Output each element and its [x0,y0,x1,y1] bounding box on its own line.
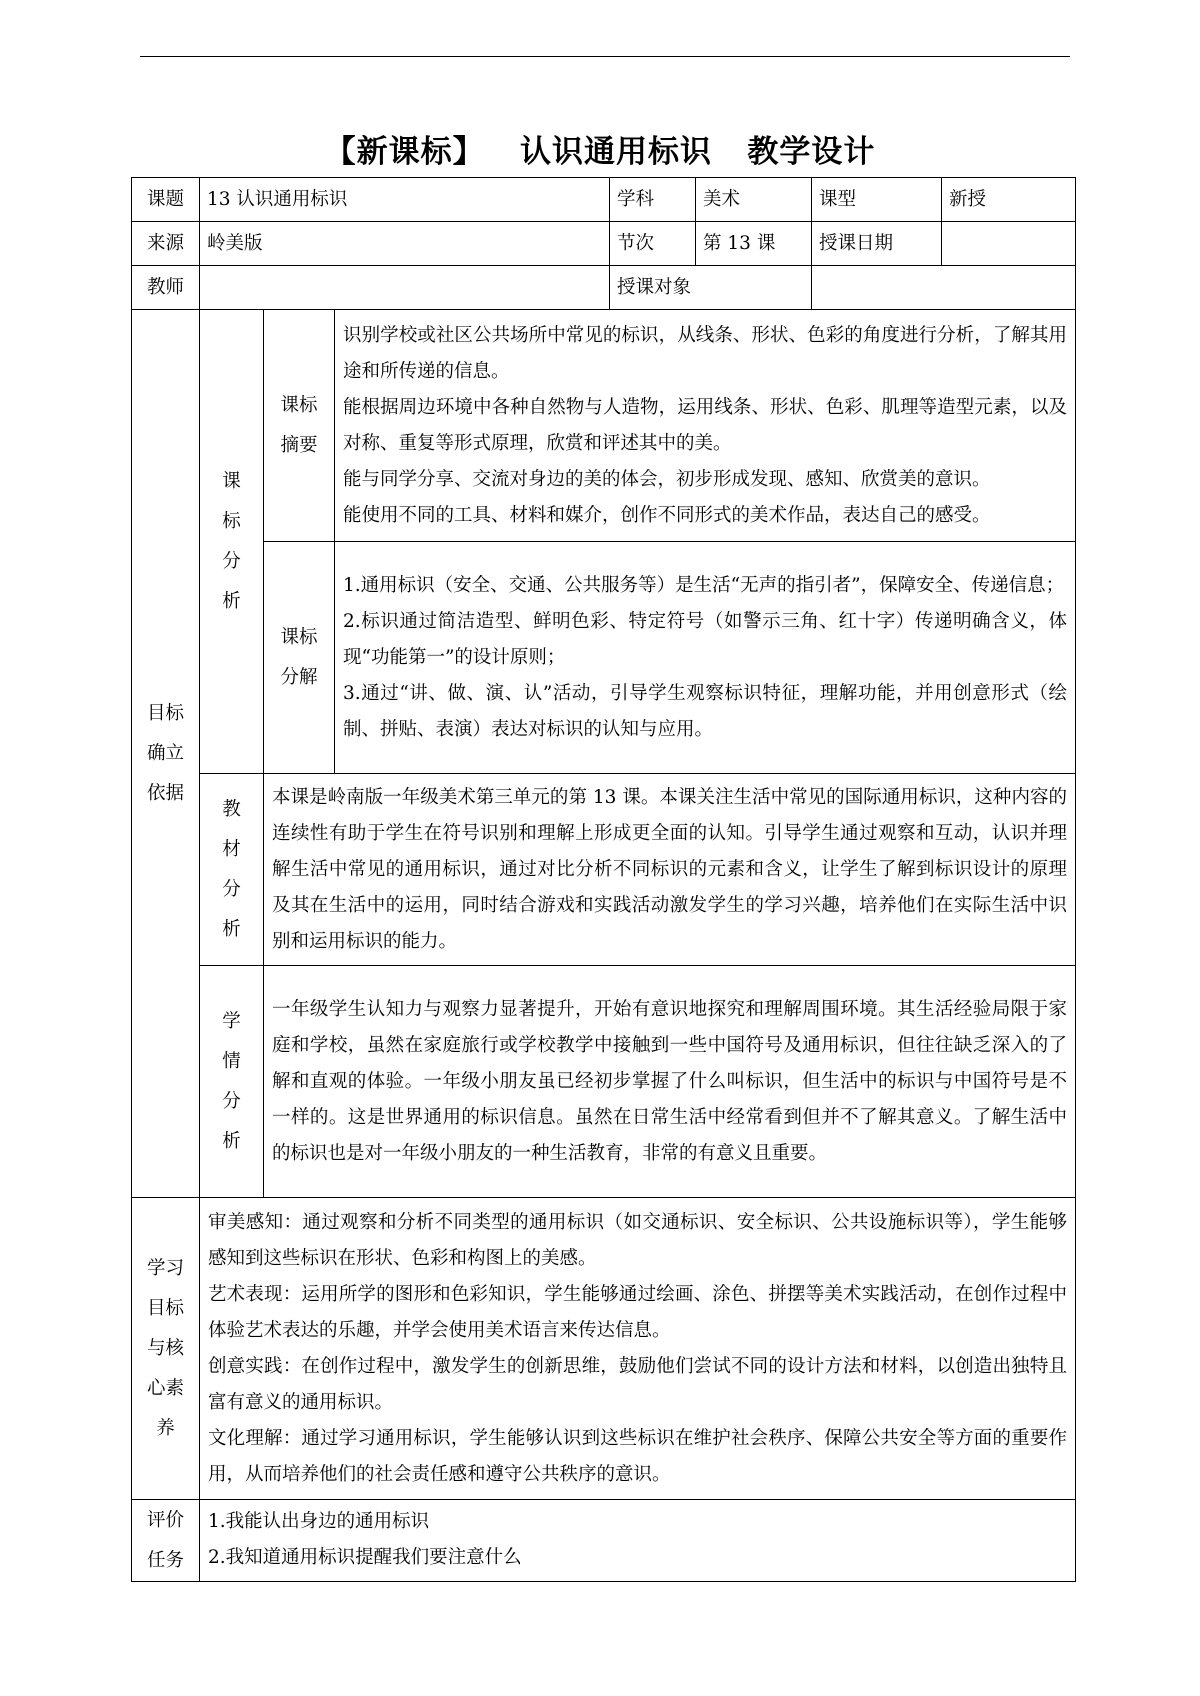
table-row [132,266,1076,310]
keti-value: 13 认识通用标识 [200,178,610,222]
jiaocai-analysis-label: 教 材 分 析 [200,774,264,966]
jiaoshi-label: 教师 [132,266,200,310]
laiyuan-label: 来源 [132,222,200,266]
kexing-label: 课型 [812,178,942,222]
table-row [132,178,1076,222]
table-row [132,222,1076,266]
kebiao-analysis-label: 课 标 分 析 [200,310,264,774]
kexing-value: 新授 [942,178,1076,222]
table-row [132,1198,1076,1500]
xueke-value: 美术 [696,178,812,222]
table-row [132,774,1076,966]
eval-section-label: 评价 任务 [132,1500,200,1582]
laiyuan-value: 岭美版 [200,222,610,266]
xueqing-analysis-label: 学 情 分 析 [200,966,264,1198]
jiaocai-analysis-content: 本课是岭南版一年级美术第三单元的第 13 课。本课关注生活中常见的国际通用标识，这种内容的连续性有助于学生在符号识别和理解上形成更全面的认知。引导学生通过观察和互动，认识并理解生活中常见的通用标识，通过对比分析不同标识的元素和含义，让学生了解到标识设计的原理及其在生活中的运用，同时结合游戏和实践活动激发学生的学习兴趣，培养他们在实际生活中识别和运用标识的能力。 [264,774,1076,966]
jiaoshi-value [200,266,610,310]
duixiang-label: 授课对象 [610,266,812,310]
xueqing-analysis-content: 一年级学生认知力与观察力显著提升，开始有意识地探究和理解周围环境。其生活经验局限于家庭和学校，虽然在家庭旅行或学校教学中接触到一些中国符号及通用标识，但往往缺乏深入的了解和直观的体验。一年级小朋友虽已经初步掌握了什么叫标识，但生活中的标识与中国符号是不一样的。这是世界通用的标识信息。虽然在日常生活中经常看到但并不了解其意义。了解生活中的标识也是对一年级小朋友的一种生活教育，非常的有意义且重要。 [264,966,1076,1198]
table-row [132,1500,1076,1582]
table-row [132,966,1076,1198]
riqi-label: 授课日期 [812,222,942,266]
page-title: 【新课标】 认识通用标识 教学设计 [324,134,876,170]
kebiao-summary-content: 识别学校或社区公共场所中常见的标识，从线条、形状、色彩的角度进行分析，了解其用途和所传递的信息。 能根据周边环境中各种自然物与人造物，运用线条、形状、色彩、肌理等造型元素，以及对称、重复等形式原理，欣赏和评述其中的美。 能与同学分享、交流对身边的美的体会，初步形成发现、感知、欣赏美的意识。 能使用不同的工具、材料和媒介，创作不同形式的美术作品，表达自己的感受。 [335,310,1076,542]
table-row [132,310,1076,542]
duixiang-value [812,266,1076,310]
riqi-value [942,222,1076,266]
keti-label: 课题 [132,178,200,222]
objectives-section-label: 学习 目标 与核 心素 养 [132,1198,200,1500]
kebiao-breakdown-label: 课标 分解 [264,542,335,774]
xueke-label: 学科 [610,178,696,222]
jieci-label: 节次 [610,222,696,266]
lesson-plan-table [131,177,1076,1582]
eval-content: 1.我能认出身边的通用标识 2.我知道通用标识提醒我们要注意什么 [200,1500,1076,1582]
table-row [132,542,1076,774]
objectives-content: 审美感知：通过观察和分析不同类型的通用标识（如交通标识、安全标识、公共设施标识等），学生能够感知到这些标识在形状、色彩和构图上的美感。 艺术表现：运用所学的图形和色彩知识，学生能够通过绘画、涂色、拼摆等美术实践活动，在创作过程中体验艺术表达的乐趣，并学会使用美术语言来传达信息。 创意实践：在创作过程中，激发学生的创新思维，鼓励他们尝试不同的设计方法和材料，以创造出独特且富有意义的通用标识。 文化理解：通过学习通用标识，学生能够认识到这些标识在维护社会秩序、保障公共安全等方面的重要作用，从而培养他们的社会责任感和遵守公共秩序的意识。 [200,1198,1076,1500]
jieci-value: 第 13 课 [696,222,812,266]
header-rule [140,56,1070,57]
goal-section-label: 目标 确立 依据 [132,310,200,1198]
kebiao-breakdown-content: 1.通用标识（安全、交通、公共服务等）是生活“无声的指引者”，保障安全、传递信息； 2.标识通过简洁造型、鲜明色彩、特定符号（如警示三角、红十字）传递明确含义，体现“功能第一”的设计原则； 3.通过“讲、做、演、认”活动，引导学生观察标识特征，理解功能，并用创意形式（绘制、拼贴、表演）表达对标识的认知与应用。 [335,542,1076,774]
kebiao-summary-label: 课标 摘要 [264,310,335,542]
